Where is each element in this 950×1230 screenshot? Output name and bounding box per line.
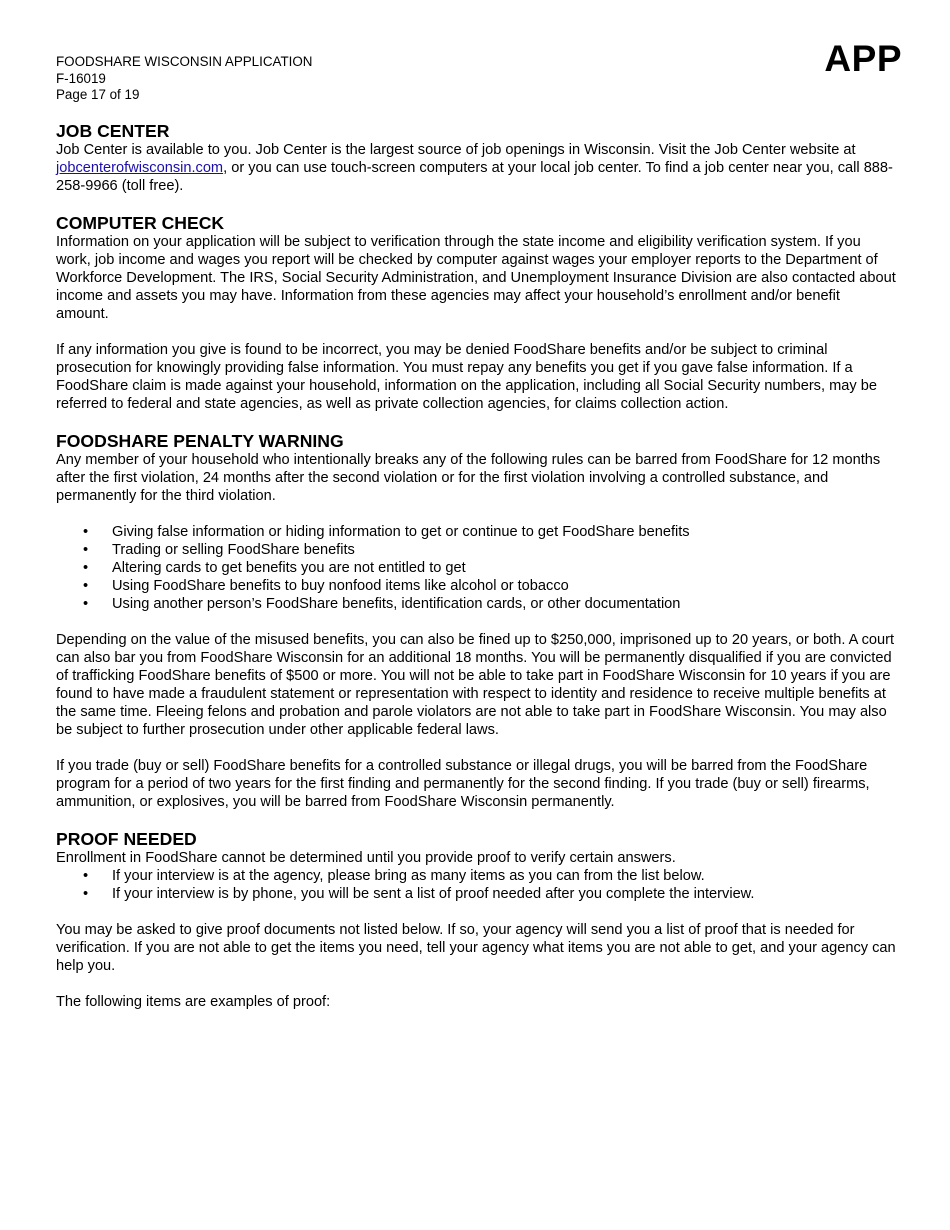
proof-needed-paragraph-3: The following items are examples of proof: <box>56 994 331 1010</box>
document-page <box>56 38 902 1011</box>
list-item: • Altering cards to get benefits you are not entitled to get <box>56 559 896 577</box>
penalty-warning-intro: Any member of your household who intentionally breaks any of the following rules can be barred from FoodShare for 12 months after the first violation, 24 months after the second violation or for the first violation involving a controlled substance, and permanently for the third violation. <box>56 452 881 504</box>
proof-needed-section <box>56 829 896 1011</box>
job-center-text-end: , or you can use touch-screen computers at your local job center. To find a job center near you, call 888-258-9966 (toll free). <box>56 160 893 194</box>
penalty-warning-heading: FOODSHARE PENALTY WARNING <box>56 431 344 451</box>
computer-check-heading: COMPUTER CHECK <box>56 213 225 233</box>
app-mark: APP <box>824 38 902 79</box>
list-item: • Using FoodShare benefits to buy nonfood items like alcohol or tobacco <box>56 577 896 595</box>
proof-needed-intro: Enrollment in FoodShare cannot be determined until you provide proof to verify certain answers. <box>56 850 676 866</box>
penalty-warning-paragraph-2: Depending on the value of the misused benefits, you can also be fined up to $250,000, imprisoned up to 20 years, or both. A court can also bar you from FoodShare Wisconsin for an additional 18 months. You will be permanently disqualified if you are convicted of trafficking FoodShare benefits of $500 or more. You will not be able to take part in FoodShare Wisconsin for 10 years if you are found to have made a fraudulent statement or representation with respect to identity and residence to receive multiple benefits at the same time. Fleeing felons and probation and parole violators are not able to take part in FoodShare Wisconsin. You may also be subject to further prosecution under other applicable federal laws. <box>56 632 895 738</box>
job-center-text-start: Job Center is available to you. Job Center is the largest source of job openings in Wisconsin. Visit the Job Center website at <box>56 142 856 158</box>
form-title: FOODSHARE WISCONSIN APPLICATION <box>56 54 313 69</box>
proof-needed-heading: PROOF NEEDED <box>56 829 197 849</box>
penalty-warning-section <box>56 431 896 811</box>
proof-needed-paragraph-2: You may be asked to give proof documents not listed below. If so, your agency will send you a list of proof that is needed for verification. If you are not able to get the items you need, tell your agency what items you are not able to get, and your agency can help you. <box>56 922 896 974</box>
page-number: Page 17 of 19 <box>56 87 140 102</box>
penalty-warning-paragraph-3: If you trade (buy or sell) FoodShare benefits for a controlled substance or illegal drugs, you will be barred from the FoodShare program for a period of two years for the first finding and permanently for the second finding. If you trade (buy or sell) firearms, ammunition, or explosives, you will be barred from FoodShare Wisconsin permanently. <box>56 758 870 810</box>
proof-needed-list <box>56 867 896 903</box>
list-item: • Giving false information or hiding information to get or continue to get FoodShare benefits <box>56 523 896 541</box>
form-number: F-16019 <box>56 70 106 86</box>
job-center-section <box>56 121 896 195</box>
list-item: • If your interview is at the agency, please bring as many items as you can from the list below. <box>56 867 896 885</box>
penalty-rules-list <box>56 523 896 613</box>
list-item: • If your interview is by phone, you will be sent a list of proof needed after you complete the interview. <box>56 885 896 903</box>
job-center-heading: JOB CENTER <box>56 121 170 141</box>
job-center-website-link[interactable]: jobcenterofwisconsin.com <box>56 160 224 176</box>
list-item: • Using another person’s FoodShare benefits, identification cards, or other documentation <box>56 595 896 613</box>
list-item: • Trading or selling FoodShare benefits <box>56 541 896 559</box>
computer-check-paragraph-2: If any information you give is found to be incorrect, you may be denied FoodShare benefits and/or be subject to criminal prosecution for knowingly providing false information. You must repay any benefits you get if you gave false information. If a FoodShare claim is made against your household, information on the application, including all Social Security numbers, may be referred to federal and state agencies, as well as private collection agencies, for claims collection action. <box>56 342 877 412</box>
computer-check-section <box>56 213 896 413</box>
computer-check-paragraph-1: Information on your application will be subject to verification through the state income and eligibility verification system. If you work, job income and wages you report will be checked by computer against wages your employer reports to the Department of Workforce Development. The IRS, Social Security Administration, and Unemployment Insurance Division are also contacted about income and assets you may have. Information from these agencies may affect your household’s enrollment and/or benefit amount. <box>56 234 896 322</box>
form-header <box>56 38 902 104</box>
job-center-text <box>56 141 896 195</box>
